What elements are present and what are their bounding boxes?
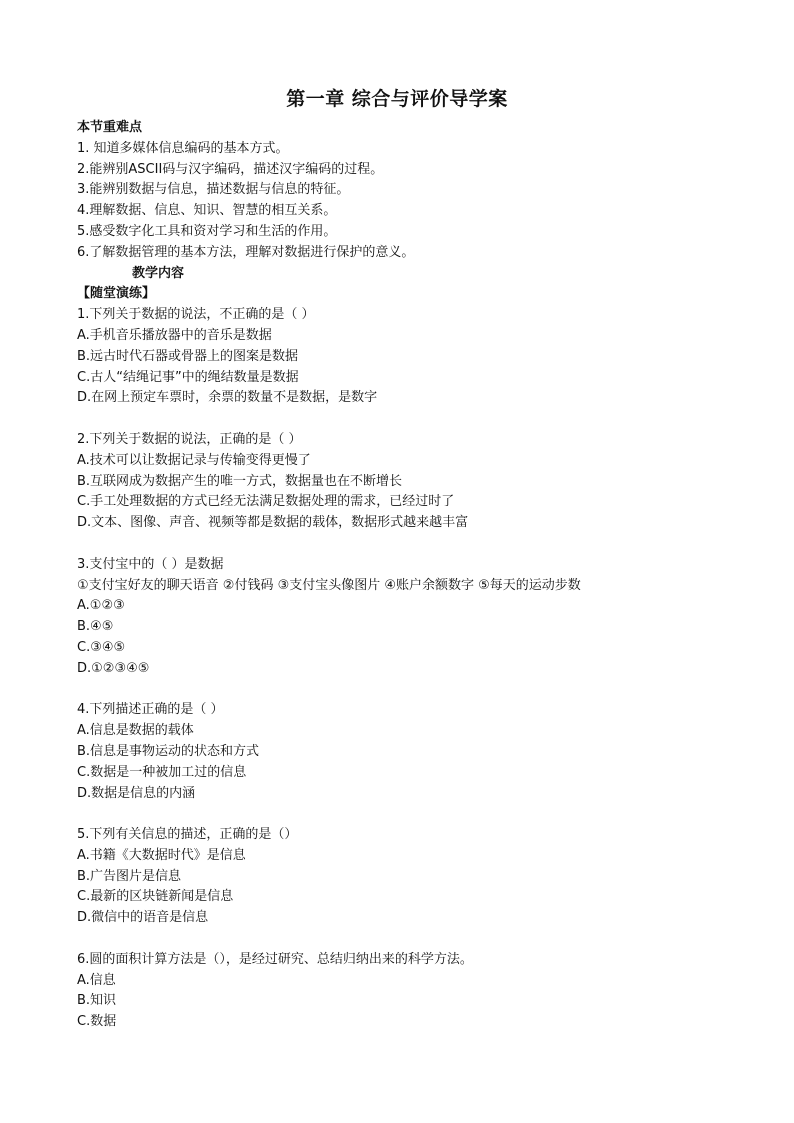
answer-option: A.信息是数据的载体 xyxy=(77,723,194,739)
teaching-content-heading: 教学内容 xyxy=(132,265,185,281)
key-point-item: 3.能辨别数据与信息，描述数据与信息的特征。 xyxy=(77,182,350,198)
choices-line: ①支付宝好友的聊天语音 ②付钱码 ③支付宝头像图片 ④账户余额数字 ⑤每天的运动步数 xyxy=(77,577,581,593)
question-1 xyxy=(77,305,717,409)
answer-option: C.手工处理数据的方式已经无法满足数据处理的需求，已经过时了 xyxy=(77,494,455,510)
spacer xyxy=(77,409,717,430)
answer-option: D.微信中的语音是信息 xyxy=(77,910,209,926)
document-body xyxy=(77,118,717,1033)
key-point-item: 4.理解数据、信息、知识、智慧的相互关系。 xyxy=(77,203,337,219)
question-stem: 3.支付宝中的（ ）是数据 xyxy=(77,556,224,572)
answer-option: A.①②③ xyxy=(77,598,125,614)
question-6 xyxy=(77,950,717,1033)
answer-option: D.文本、图像、声音、视频等都是数据的载体，数据形式越来越丰富 xyxy=(77,515,469,531)
question-5 xyxy=(77,825,717,929)
answer-option: B.远古时代石器或骨器上的图案是数据 xyxy=(77,348,299,364)
page-title: 第一章 综合与评价导学案 xyxy=(286,88,508,110)
practice-heading: 【随堂演练】 xyxy=(77,286,156,302)
answer-option: C.数据是一种被加工过的信息 xyxy=(77,764,247,780)
answer-option: A.技术可以让数据记录与传输变得更慢了 xyxy=(77,452,311,468)
question-2 xyxy=(77,430,717,534)
answer-option: D.①②③④⑤ xyxy=(77,660,150,676)
spacer xyxy=(77,929,717,950)
key-point-item: 1. 知道多媒体信息编码的基本方式。 xyxy=(77,140,289,156)
answer-option: B.互联网成为数据产生的唯一方式，数据量也在不断增长 xyxy=(77,473,403,489)
question-stem: 6.圆的面积计算方法是（），是经过研究、总结归纳出来的科学方法。 xyxy=(77,951,473,967)
key-point-item: 2.能辨别ASCII码与汉字编码，描述汉字编码的过程。 xyxy=(77,161,384,177)
answer-option: C.③④⑤ xyxy=(77,639,126,655)
key-point-item: 5.感受数字化工具和资对学习和生活的作用。 xyxy=(77,223,337,239)
answer-option: D.数据是信息的内涵 xyxy=(77,785,196,801)
answer-option: B.④⑤ xyxy=(77,619,114,635)
answer-option: B.知识 xyxy=(77,993,117,1009)
answer-option: C.古人“结绳记事”中的绳结数量是数据 xyxy=(77,369,299,385)
key-points-heading: 本节重难点 xyxy=(77,120,143,135)
answer-option: A.书籍《大数据时代》是信息 xyxy=(77,847,246,863)
answer-option: A.信息 xyxy=(77,972,116,988)
spacer xyxy=(77,680,717,701)
question-stem: 2.下列关于数据的说法，正确的是（ ） xyxy=(77,431,302,447)
spacer xyxy=(77,534,717,555)
key-point-item: 6.了解数据管理的基本方法，理解对数据进行保护的意义。 xyxy=(77,244,415,260)
question-stem: 1.下列关于数据的说法，不正确的是（ ） xyxy=(77,307,315,323)
spacer xyxy=(77,804,717,825)
answer-option: B.广告图片是信息 xyxy=(77,868,182,884)
question-3 xyxy=(77,555,717,680)
answer-option: D.在网上预定车票时，余票的数量不是数据，是数字 xyxy=(77,390,378,406)
answer-option: B.信息是事物运动的状态和方式 xyxy=(77,743,260,759)
answer-option: C.数据 xyxy=(77,1014,117,1030)
question-stem: 5.下列有关信息的描述，正确的是（） xyxy=(77,827,298,843)
question-4 xyxy=(77,700,717,804)
question-stem: 4.下列描述正确的是（ ） xyxy=(77,702,224,718)
answer-option: C.最新的区块链新闻是信息 xyxy=(77,889,234,905)
answer-option: A.手机音乐播放器中的音乐是数据 xyxy=(77,327,272,343)
